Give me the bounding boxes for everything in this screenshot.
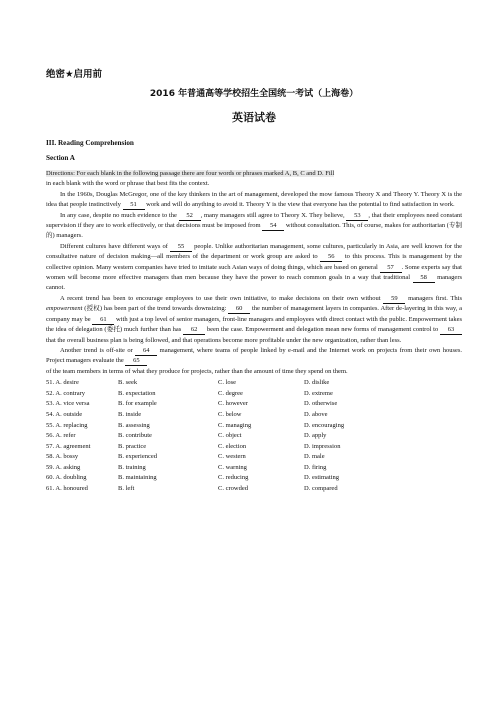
blank-61[interactable]: 61 xyxy=(92,316,114,325)
option-a[interactable]: 52. A. contrary xyxy=(46,389,85,397)
option-row-57 xyxy=(46,442,462,453)
option-b[interactable]: B. inside xyxy=(118,410,142,418)
option-row-60 xyxy=(46,473,462,484)
option-c[interactable]: C. below xyxy=(218,410,242,418)
blank-59[interactable]: 59 xyxy=(383,295,405,304)
answer-options xyxy=(46,378,462,495)
option-b[interactable]: B. experienced xyxy=(118,453,157,461)
option-d[interactable]: D. estimating xyxy=(304,474,340,482)
blank-52[interactable]: 52 xyxy=(179,212,201,221)
option-row-56 xyxy=(46,431,462,442)
option-row-58 xyxy=(46,452,462,463)
option-d[interactable]: D. impression xyxy=(304,442,341,450)
option-c[interactable]: C. lose xyxy=(218,379,237,387)
option-c[interactable]: C. election xyxy=(218,442,247,450)
option-d[interactable]: D. apply xyxy=(304,432,327,440)
section-heading: Section A xyxy=(46,154,75,162)
option-b[interactable]: B. practice xyxy=(118,442,147,450)
option-d[interactable]: D. compared xyxy=(304,485,338,493)
option-a[interactable]: 61. A. honoured xyxy=(46,485,88,493)
option-a[interactable]: 53. A. vice versa xyxy=(46,400,90,408)
blank-58[interactable]: 58 xyxy=(413,274,435,283)
option-b[interactable]: B. left xyxy=(118,485,135,493)
option-row-52 xyxy=(46,389,462,400)
option-c[interactable]: C. degree xyxy=(218,389,243,397)
part-heading: III. Reading Comprehension xyxy=(46,139,134,147)
option-d[interactable]: D. otherwise xyxy=(304,400,338,408)
blank-60[interactable]: 60 xyxy=(228,305,250,314)
passage-paragraph-5: Another trend is off-site or 64 management, where teams of people linked by e-mail and the Internet work on projects from their own houses. Project managers evaluate the 65 of the team members in terms of what they produce for projects, rather than the amount of time they spend on them. xyxy=(46,346,463,375)
option-b[interactable]: B. expectation xyxy=(118,389,156,397)
option-b[interactable]: B. for example xyxy=(118,400,157,408)
exam-subtitle: 英语试卷 xyxy=(232,111,276,124)
blank-53[interactable]: 53 xyxy=(346,212,368,221)
option-c[interactable]: C. warning xyxy=(218,463,247,471)
option-c[interactable]: C. western xyxy=(218,453,246,461)
option-a[interactable]: 60. A. doubling xyxy=(46,474,87,482)
option-d[interactable]: D. above xyxy=(304,410,328,418)
exam-title: 2016 年普通高等学校招生全国统一考试（上海卷） xyxy=(149,89,359,99)
option-c[interactable]: C. however xyxy=(218,400,248,408)
passage-paragraph-3: Different cultures have different ways of 55 people. Unlike authoritarian management, some cultures, particularly in Asia, are well known for the consultative nature of decision making—all members of the department or work group are asked to 56 to this process. This is management by the collective opinion. Many western companies have tried to imitate such Asian ways of doing things, which are based on general 57 . Some experts say that women will become more effective managers than men because they have the power to reach common goals in a way that traditional 58 managers cannot. xyxy=(46,242,463,292)
blank-65[interactable]: 65 xyxy=(125,357,147,366)
option-a[interactable]: 57. A. agreement xyxy=(46,442,91,450)
option-row-51 xyxy=(46,378,462,389)
option-row-53 xyxy=(46,399,462,410)
option-row-55 xyxy=(46,421,462,432)
confidential-label: 绝密★启用前 xyxy=(46,69,103,80)
option-b[interactable]: B. contribute xyxy=(118,432,152,440)
option-b[interactable]: B. training xyxy=(118,463,146,471)
option-d[interactable]: D. dislike xyxy=(304,379,330,387)
option-c[interactable]: C. object xyxy=(218,432,242,440)
blank-55[interactable]: 55 xyxy=(170,243,192,252)
passage-paragraph-4: A recent trend has been to encourage employees to use their own initiative, to make decisions on their own without 59 managers first. This empowerment (授权) has been part of the trend towards downsizing: 60 the number of management layers in companies. After de-layering in this way, a company may be 61 with just a top level of senior managers, front-line managers and employees with direct contact with the public. Empowerment takes the idea of delegation (委托) much further than has 62 been the case. Empowerment and delegation mean new forms of management control to 63 that the overall business plan is being followed, and that operations become more profitable under the new organization, rather than less. xyxy=(46,294,463,344)
option-c[interactable]: C. reducing xyxy=(218,474,249,482)
option-row-61 xyxy=(46,484,462,495)
option-a[interactable]: 55. A. replacing xyxy=(46,421,88,429)
option-d[interactable]: D. encouraging xyxy=(304,421,345,429)
option-a[interactable]: 51. A. desire xyxy=(46,379,79,387)
empowerment-term: empowerment xyxy=(46,305,83,313)
passage-paragraph-1: In the 1960s, Douglas McGregor, one of the key thinkers in the art of management, developed the mow famous Theory X and Theory Y. Theory X is the idea that people instinctively 51 work and will do anything to avoid it. Theory Y is the view that everyone has the potential to find satisfaction in work. xyxy=(46,190,462,209)
option-b[interactable]: B. seek xyxy=(118,379,138,387)
option-d[interactable]: D. male xyxy=(304,453,325,461)
option-d[interactable]: D. extreme xyxy=(304,389,333,397)
option-b[interactable]: B. assessing xyxy=(118,421,150,429)
blank-57[interactable]: 57 xyxy=(380,264,402,273)
blank-64[interactable]: 64 xyxy=(135,347,157,356)
option-c[interactable]: C. crowded xyxy=(218,485,248,493)
directions-line-2: in each blank with the word or phrase that best fits the context. xyxy=(46,180,210,188)
blank-63[interactable]: 63 xyxy=(440,326,462,335)
option-row-54 xyxy=(46,410,462,421)
option-a[interactable]: 56. A. refer xyxy=(46,432,76,440)
directions-line-1: Directions: For each blank in the following passage there are four words or phrases marked A, B, C and D. Fill xyxy=(46,170,335,177)
passage-paragraph-2: In any case, despite no much evidence to the 52 , many managers still agree to Theory X. They believe, 53 , that their employees need constant supervision if they are to work effectively, or that decisions must be imposed from 54 without consultation. This, of course, makes for authoritarian (专制的) managers. xyxy=(46,211,463,240)
option-a[interactable]: 58. A. bossy xyxy=(46,453,79,461)
option-a[interactable]: 54. A. outside xyxy=(46,410,83,418)
blank-51[interactable]: 51 xyxy=(123,201,145,210)
directions xyxy=(46,169,462,190)
option-a[interactable]: 59. A. asking xyxy=(46,463,81,471)
blank-54[interactable]: 54 xyxy=(262,222,284,231)
option-c[interactable]: C. managing xyxy=(218,421,252,429)
option-d[interactable]: D. firing xyxy=(304,463,327,471)
option-b[interactable]: B. maintaining xyxy=(118,474,157,482)
blank-62[interactable]: 62 xyxy=(183,326,205,335)
blank-56[interactable]: 56 xyxy=(320,253,342,262)
option-row-59 xyxy=(46,463,462,474)
